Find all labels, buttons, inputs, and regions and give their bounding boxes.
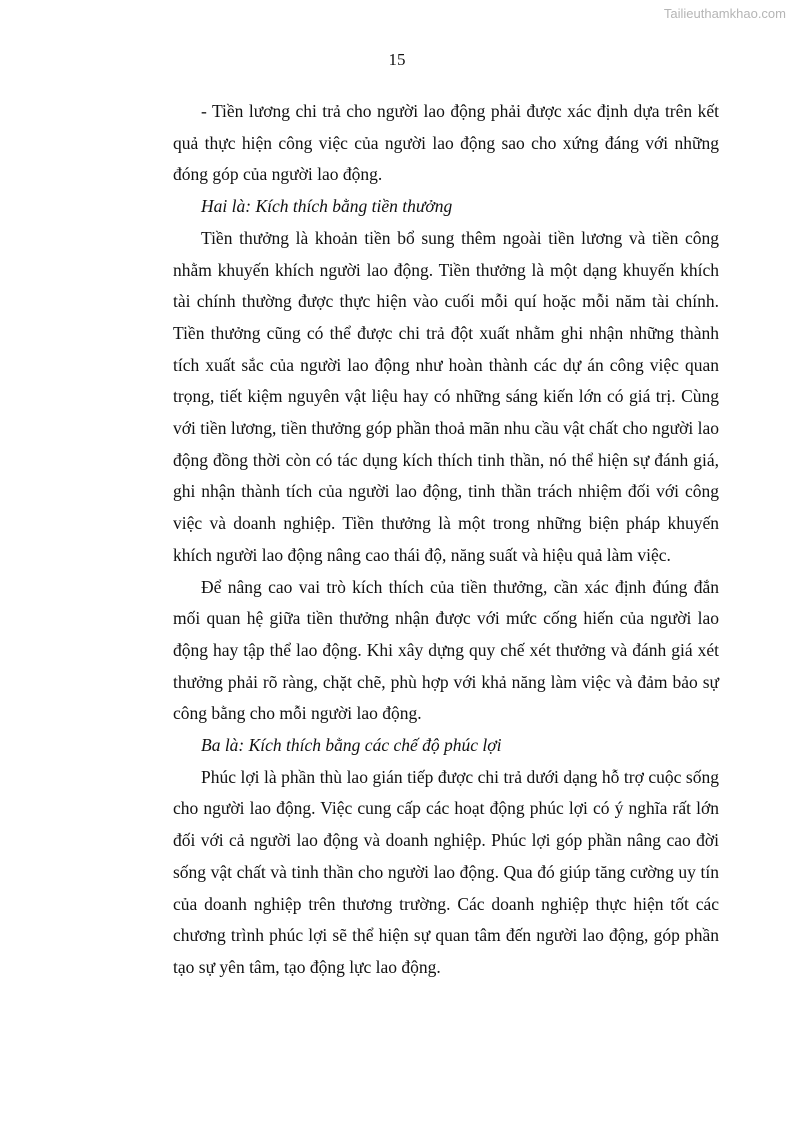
paragraph-bonus-role: Để nâng cao vai trò kích thích của tiền thưởng, cần xác định đúng đắn mối quan hệ giữa tiền thưởng nhận được với mức cống hiến của người lao động hay tập thể lao động. Khi xây dựng quy chế xét thưởng và đánh giá xét thưởng phải rõ ràng, chặt chẽ, phù hợp với khả năng làm việc và đảm bảo sự công bằng cho mỗi người lao động. [173,576,719,724]
section-heading-welfare: Ba là: Kích thích bằng các chế độ phúc lợi [201,735,502,756]
paragraph-bonus-definition: Tiền thưởng là khoản tiền bổ sung thêm ngoài tiền lương và tiền công nhằm khuyến khích người lao động. Tiền thưởng là một dạng khuyến khích tài chính thường được thực hiện vào cuối mỗi quí hoặc mỗi năm tài chính. Tiền thưởng cũng có thể được chi trả đột xuất nhằm ghi nhận những thành tích xuất sắc của người lao động như hoàn thành các dự án công việc quan trọng, tiết kiệm nguyên vật liệu hay có những sáng kiến lớn có giá trị. Cùng với tiền lương, tiền thưởng góp phần thoả mãn nhu cầu vật chất cho người lao động đồng thời còn có tác dụng kích thích tinh thần, nó thể hiện sự đánh giá, ghi nhận thành tích của người lao động, tinh thần trách nhiệm đối với công việc và doanh nghiệp. Tiền thưởng là một trong những biện pháp khuyến khích người lao động nâng cao thái độ, năng suất và hiệu quả làm việc. [173,227,719,565]
section-heading-bonus: Hai là: Kích thích bằng tiền thưởng [201,196,453,217]
document-body [173,96,719,984]
watermark: Tailieuthamkhao.com [663,6,786,21]
page-number: 15 [388,50,406,69]
paragraph-welfare: Phúc lợi là phần thù lao gián tiếp được chi trả dưới dạng hỗ trợ cuộc sống cho người lao động. Việc cung cấp các hoạt động phúc lợi có ý nghĩa rất lớn đối với cả người lao động và doanh nghiệp. Phúc lợi góp phần nâng cao đời sống vật chất và tinh thần cho người lao động. Qua đó giúp tăng cường uy tín của doanh nghiệp trên thương trường. Các doanh nghiệp thực hiện tốt các chương trình phúc lợi sẽ thể hiện sự quan tâm đến người lao động, góp phần tạo sự yên tâm, tạo động lực lao động. [173,766,719,977]
paragraph-salary-principle: - Tiền lương chi trả cho người lao động phải được xác định dựa trên kết quả thực hiện công việc của người lao động sao cho xứng đáng với những đóng góp của người lao động. [173,101,719,185]
